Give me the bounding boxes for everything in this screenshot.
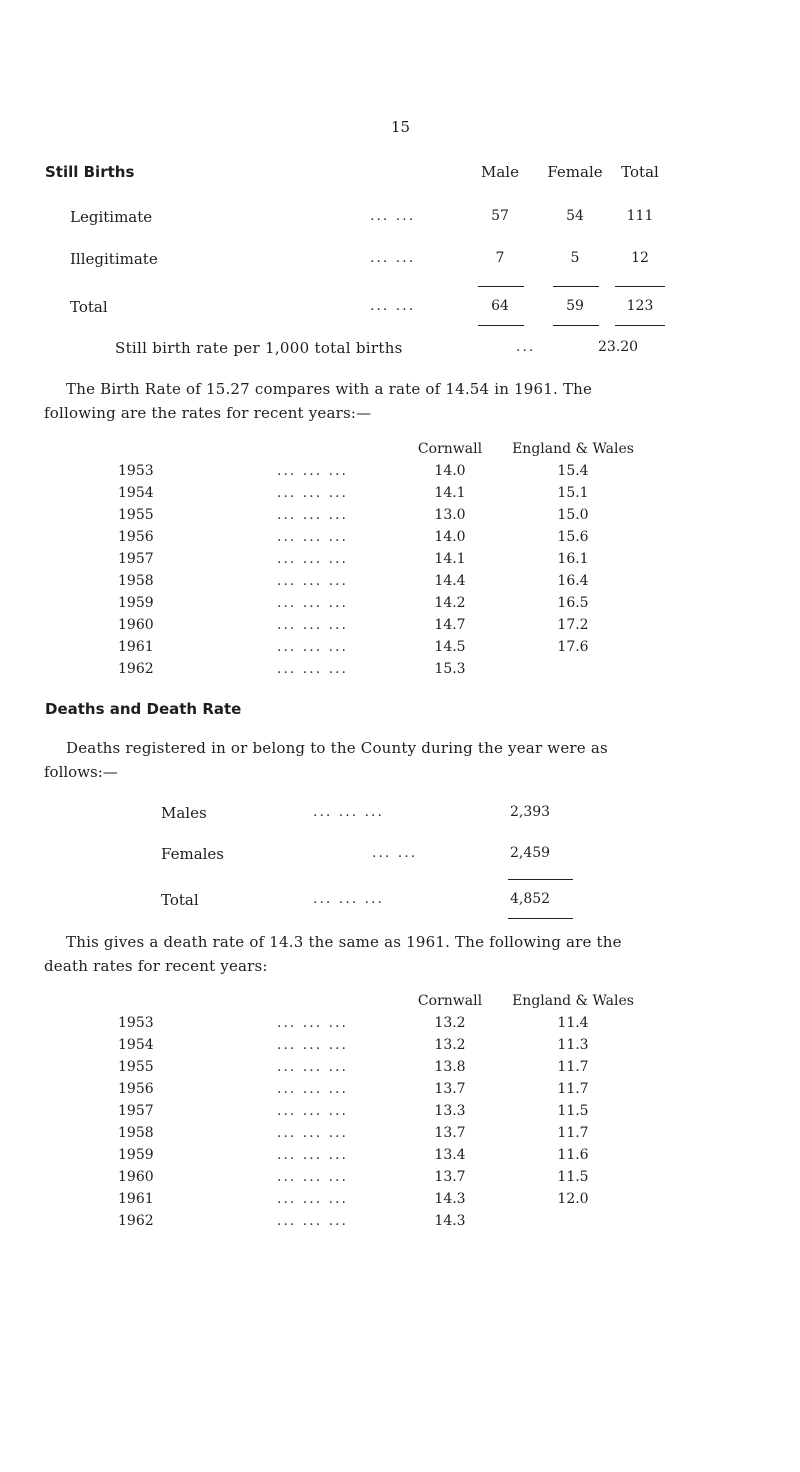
year-cell: 1957 [118,551,154,567]
row-dots: ... ... ... [277,1015,348,1031]
cornwall-cell: 14.5 [434,639,466,655]
cell-male: 57 [491,208,509,224]
cell-female: 54 [566,208,584,224]
row-dots: ... ... ... [277,1191,348,1207]
row-dots: ... ... ... [277,1213,348,1229]
divider-line [553,286,599,287]
row-dots: ... ... [370,208,416,224]
divider-line [508,918,573,919]
england-wales-cell: 11.5 [557,1103,589,1119]
cornwall-cell: 13.8 [434,1059,466,1075]
england-wales-cell: 15.1 [557,485,589,501]
row-dots: ... ... [370,298,416,314]
england-wales-cell: 15.0 [557,507,589,523]
death-rate-paragraph-line1: This gives a death rate of 14.3 the same as 1961. The following are the [66,933,622,951]
year-cell: 1961 [118,639,154,655]
cornwall-cell: 14.2 [434,595,466,611]
cornwall-cell: 14.3 [434,1191,466,1207]
year-cell: 1960 [118,1169,154,1185]
england-wales-cell: 11.7 [557,1081,589,1097]
year-cell: 1954 [118,485,154,501]
row-dots: ... ... ... [277,617,348,633]
england-wales-cell: 15.6 [557,529,589,545]
deaths-label-males: Males [161,804,207,822]
deaths-paragraph-line2: follows:— [44,763,118,781]
england-wales-cell: 16.1 [557,551,589,567]
deaths-heading: Deaths and Death Rate [45,700,242,718]
england-wales-cell: 17.6 [557,639,589,655]
cornwall-cell: 14.0 [434,529,466,545]
year-cell: 1959 [118,595,154,611]
divider-line [615,325,665,326]
row-dots: ... ... ... [277,1103,348,1119]
row-dots: ... ... ... [277,529,348,545]
cornwall-cell: 13.0 [434,507,466,523]
row-dots: ... ... [372,845,418,861]
cell-total: 12 [631,250,649,266]
page-number: 15 [391,118,411,136]
col-total-header: Total [621,163,659,181]
divider-line [615,286,665,287]
row-dots: ... ... [370,250,416,266]
deaths-value-females: 2,459 [510,845,551,861]
england-wales-cell: 12.0 [557,1191,589,1207]
row-dots: ... ... ... [277,595,348,611]
england-wales-cell: 11.3 [557,1037,589,1053]
row-dots: ... ... ... [277,507,348,523]
cell-male: 64 [491,298,509,314]
row-dots: ... ... ... [313,891,384,907]
row-dots: ... ... ... [277,1125,348,1141]
cornwall-cell: 13.3 [434,1103,466,1119]
divider-line [478,325,524,326]
england-wales-cell: 11.4 [557,1015,589,1031]
england-wales-cell: 16.5 [557,595,589,611]
cornwall-cell: 13.4 [434,1147,466,1163]
year-cell: 1958 [118,1125,154,1141]
cornwall-cell: 14.3 [434,1213,466,1229]
year-cell: 1953 [118,463,154,479]
cornwall-cell: 13.7 [434,1169,466,1185]
row-dots: ... ... ... [277,551,348,567]
year-cell: 1956 [118,1081,154,1097]
england-wales-cell: 11.7 [557,1059,589,1075]
england-wales-cell: 16.4 [557,573,589,589]
cornwall-cell: 14.4 [434,573,466,589]
cornwall-cell: 15.3 [434,661,466,677]
deaths-label-total: Total [161,891,199,909]
still-birth-rate-value: 23.20 [598,339,639,355]
col-england-wales-header: England & Wales [512,993,634,1009]
death-rate-paragraph-line2: death rates for recent years: [44,957,268,975]
row-dots: ... ... ... [277,1037,348,1053]
deaths-value-total: 4,852 [510,891,551,907]
year-cell: 1955 [118,1059,154,1075]
year-cell: 1960 [118,617,154,633]
year-cell: 1958 [118,573,154,589]
row-dots: ... ... ... [277,639,348,655]
cornwall-cell: 13.7 [434,1081,466,1097]
cornwall-cell: 13.2 [434,1037,466,1053]
col-male-header: Male [481,163,519,181]
row-dots: ... ... ... [277,1169,348,1185]
cornwall-cell: 14.1 [434,485,466,501]
year-cell: 1954 [118,1037,154,1053]
england-wales-cell: 17.2 [557,617,589,633]
divider-line [478,286,524,287]
row-dots: ... ... ... [277,1059,348,1075]
deaths-paragraph-line1: Deaths registered in or belong to the County during the year were as [66,739,608,757]
cornwall-cell: 14.7 [434,617,466,633]
cornwall-cell: 13.2 [434,1015,466,1031]
col-cornwall-header: Cornwall [417,441,483,457]
col-female-header: Female [547,163,603,181]
row-label-legitimate: Legitimate [70,208,153,226]
year-cell: 1959 [118,1147,154,1163]
england-wales-cell: 15.4 [557,463,589,479]
col-england-wales-header: England & Wales [512,441,634,457]
year-cell: 1957 [118,1103,154,1119]
deaths-label-females: Females [161,845,225,863]
cell-male: 7 [495,250,505,266]
cell-total: 123 [626,298,654,314]
year-cell: 1962 [118,661,154,677]
still-birth-rate-label: Still birth rate per 1,000 total births [115,339,403,357]
year-cell: 1962 [118,1213,154,1229]
divider-line [508,879,573,880]
deaths-value-males: 2,393 [510,804,551,820]
col-cornwall-header: Cornwall [417,993,483,1009]
england-wales-cell: 11.6 [557,1147,589,1163]
year-cell: 1956 [118,529,154,545]
still-births-heading: Still Births [45,163,135,181]
year-cell: 1953 [118,1015,154,1031]
birth-rate-paragraph-line2: following are the rates for recent years:— [44,404,372,422]
year-cell: 1955 [118,507,154,523]
row-dots: ... ... ... [277,485,348,501]
row-dots: ... ... ... [277,463,348,479]
row-label-illegitimate: Illegitimate [70,250,158,268]
divider-line [553,325,599,326]
cornwall-cell: 14.1 [434,551,466,567]
cornwall-cell: 13.7 [434,1125,466,1141]
row-label-total: Total [70,298,108,316]
birth-rate-paragraph-line1: The Birth Rate of 15.27 compares with a rate of 14.54 in 1961. The [66,380,593,398]
rate-dots: ... [516,339,536,355]
england-wales-cell: 11.5 [557,1169,589,1185]
cell-female: 5 [570,250,580,266]
row-dots: ... ... ... [277,1081,348,1097]
row-dots: ... ... ... [277,1147,348,1163]
cell-female: 59 [566,298,584,314]
cell-total: 111 [626,208,654,224]
england-wales-cell: 11.7 [557,1125,589,1141]
row-dots: ... ... ... [277,661,348,677]
cornwall-cell: 14.0 [434,463,466,479]
year-cell: 1961 [118,1191,154,1207]
row-dots: ... ... ... [313,804,384,820]
row-dots: ... ... ... [277,573,348,589]
